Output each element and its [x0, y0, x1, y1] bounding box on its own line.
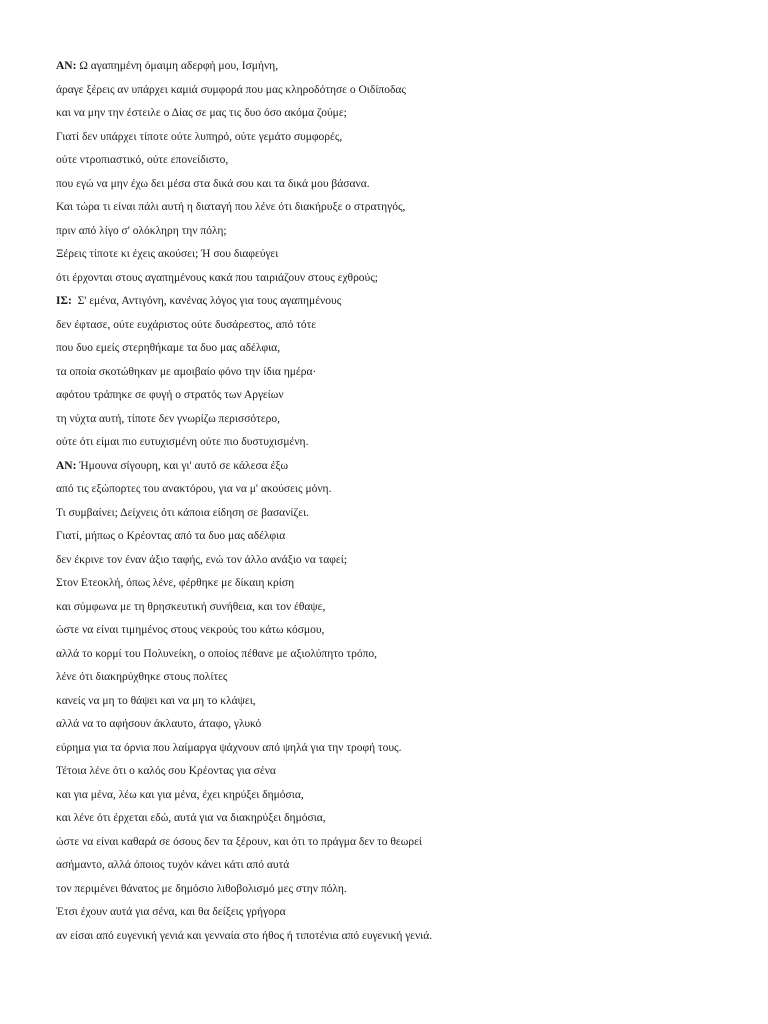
text-line	[56, 549, 756, 573]
text-line	[56, 807, 756, 831]
line-text: ασήμαντο, αλλά όποιος τυχόν κάνει κάτι από αυτά	[56, 859, 290, 871]
text-line	[56, 173, 756, 197]
text-line	[56, 102, 756, 126]
text-line	[56, 478, 756, 502]
line-text: και λένε ότι έρχεται εδώ, αυτά για να διακηρύξει δημόσια,	[56, 812, 326, 824]
text-line	[56, 831, 756, 855]
text-line	[56, 760, 756, 784]
speaker-label: ΑΝ:	[56, 60, 77, 72]
line-text: Έτσι έχουν αυτά για σένα, και θα δείξεις γρήγορα	[56, 906, 286, 918]
text-line	[56, 690, 756, 714]
text-line	[56, 737, 756, 761]
text-line	[56, 502, 756, 526]
text-line	[56, 196, 756, 220]
line-text: ώστε να είναι καθαρά σε όσους δεν τα ξέρουν, και ότι το πράγμα δεν το θεωρεί	[56, 835, 422, 848]
line-text: ότι έρχονται στους αγαπημένους κακά που ταιριάζουν στους εχθρούς;	[56, 271, 378, 284]
line-text: ώστε να είναι τιμημένος στους νεκρούς του κάτω κόσμου,	[56, 624, 325, 636]
line-text: Τι συμβαίνει; Δείχνεις ότι κάποια είδηση σε βασανίζει.	[56, 506, 310, 519]
text-line	[56, 314, 756, 338]
text-line	[56, 337, 756, 361]
text-line	[56, 619, 756, 643]
text-line	[56, 878, 756, 902]
text-line	[56, 784, 756, 808]
text-line	[56, 455, 756, 479]
line-text: που εγώ να μην έχω δει μέσα στα δικά σου και τα δικά μου βάσανα.	[56, 177, 370, 190]
line-text: αν είσαι από ευγενική γενιά και γενναία στο ήθος ή τιποτένια από ευγενική γενιά.	[56, 929, 433, 942]
line-text: Σ' εμένα, Αντιγόνη, κανένας λόγος για τους αγαπημένους	[71, 295, 342, 307]
line-text: τη νύχτα αυτή, τίποτε δεν γνωρίζω περισσότερο,	[56, 412, 280, 425]
line-text: ούτε ντροπιαστικό, ούτε επονείδιστο,	[56, 154, 229, 166]
line-text: Γιατί δεν υπάρχει τίποτε ούτε λυπηρό, ούτε γεμάτο συμφορές,	[56, 130, 343, 143]
text-line	[56, 666, 756, 690]
line-text: λένε ότι διακηρύχθηκε στους πολίτες	[56, 671, 228, 683]
line-text: αλλά το κορμί του Πολυνείκη, ο οποίος πέθανε με αξιολύπητο τρόπο,	[56, 647, 378, 660]
line-text: Γιατί, μήπως ο Κρέοντας από τα δυο μας αδέλφια	[56, 530, 286, 542]
line-text: και για μένα, λέω και για μένα, έχει κηρύξει δημόσια,	[56, 788, 304, 801]
line-text: αφότου τράπηκε σε φυγή ο στρατός των Αργείων	[56, 389, 284, 401]
text-line	[56, 925, 756, 949]
line-text: Και τώρα τι είναι πάλι αυτή η διαταγή που λένε ότι διακήρυξε ο στρατηγός,	[56, 201, 406, 213]
text-line	[56, 243, 756, 267]
speaker-label: ΑΝ:	[56, 459, 77, 472]
text-line	[56, 149, 756, 173]
text-line	[56, 854, 756, 878]
line-text: τα οποία σκοτώθηκαν με αμοιβαίο φόνο την ίδια ημέρα·	[56, 365, 317, 378]
line-text: αλλά να το αφήσουν άκλαυτο, άταφο, γλυκό	[56, 718, 262, 730]
line-text: Ω αγαπημένη όμαιμη αδερφή μου, Ισμήνη,	[76, 60, 279, 72]
text-line	[56, 384, 756, 408]
text-line	[56, 525, 756, 549]
text-line	[56, 431, 756, 455]
line-text: από τις εξώπορτες του ανακτόρου, για να μ' ακούσεις μόνη.	[56, 483, 332, 495]
dialogue-text	[56, 55, 756, 948]
line-text: και να μην την έστειλε ο Δίας σε μας τις δυο όσο ακόμα ζούμε;	[56, 107, 347, 119]
line-text: ούτε ότι είμαι πιο ευτυχισμένη ούτε πιο δυστυχισμένη.	[56, 436, 309, 448]
line-text: Στον Ετεοκλή, όπως λένε, φέρθηκε με δίκαιη κρίση	[56, 577, 295, 589]
text-line	[56, 55, 756, 79]
text-line	[56, 901, 756, 925]
speaker-label: ΙΣ:	[56, 295, 72, 307]
line-text: Ήμουνα σίγουρη, και γι' αυτό σε κάλεσα έξω	[76, 459, 289, 472]
line-text: που δυο εμείς στερηθήκαμε τα δυο μας αδέλφια,	[56, 342, 281, 354]
text-line	[56, 126, 756, 150]
text-line	[56, 596, 756, 620]
line-text: και σύμφωνα με τη θρησκευτική συνήθεια, και τον έθαψε,	[56, 600, 326, 613]
line-text: άραγε ξέρεις αν υπάρχει καμιά συμφορά που μας κληροδότησε ο Οιδίποδας	[56, 83, 406, 96]
text-line	[56, 290, 756, 314]
text-line	[56, 267, 756, 291]
text-line	[56, 220, 756, 244]
line-text: κανείς να μη το θάψει και να μη το κλάψει,	[56, 694, 256, 707]
text-line	[56, 79, 756, 103]
text-line	[56, 408, 756, 432]
line-text: δεν έφτασε, ούτε ευχάριστος ούτε δυσάρεστος, από τότε	[56, 318, 317, 331]
line-text: εύρημα για τα όρνια που λαίμαργα ψάχνουν από ψηλά για την τροφή τους.	[56, 741, 402, 754]
line-text: πριν από λίγο σ' ολόκληρη την πόλη;	[56, 224, 227, 237]
line-text: Ξέρεις τίποτε κι έχεις ακούσει; Ή σου διαφεύγει	[56, 248, 279, 260]
line-text: Τέτοια λένε ότι ο καλός σου Κρέοντας για σένα	[56, 765, 276, 777]
text-line	[56, 572, 756, 596]
text-line	[56, 643, 756, 667]
text-line	[56, 713, 756, 737]
line-text: τον περιμένει θάνατος με δημόσιο λιθοβολισμό μες στην πόλη.	[56, 882, 347, 895]
line-text: δεν έκρινε τον έναν άξιο ταφής, ενώ τον άλλο ανάξιο να ταφεί;	[56, 553, 348, 566]
text-line	[56, 361, 756, 385]
